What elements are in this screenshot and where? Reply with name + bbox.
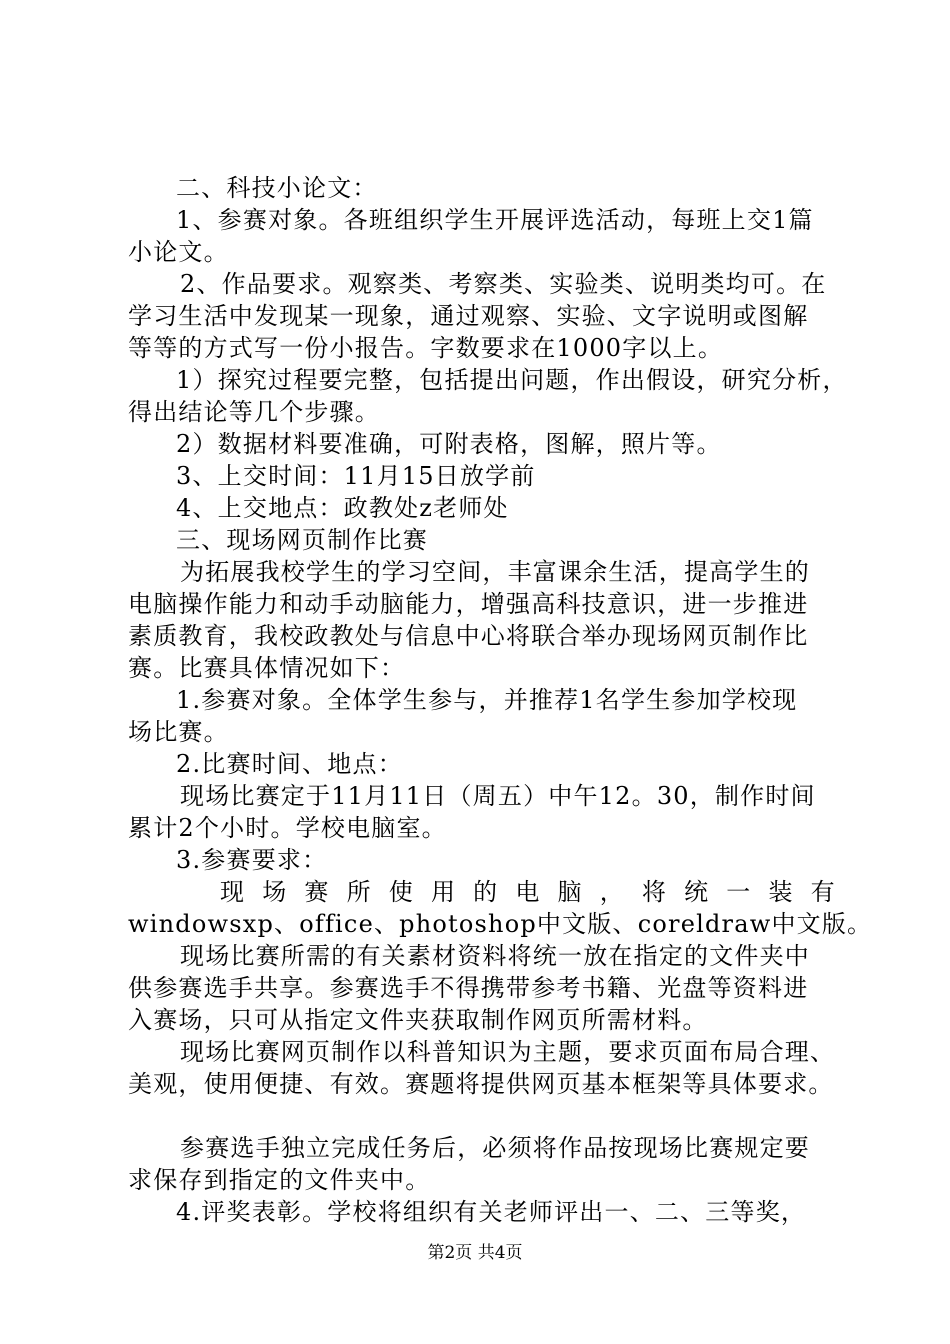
char: 赛 (304, 878, 330, 906)
paragraph-line: 参赛选手独立完成任务后，必须将作品按现场比赛规定要 (180, 1134, 810, 1162)
paragraph-line: 现场比赛所需的有关素材资料将统一放在指定的文件夹中 (180, 942, 810, 970)
paragraph-line: 3.参赛要求： (176, 846, 328, 874)
paragraph-line: 为拓展我校学生的学习空间，丰富课余生活，提高学生的 (180, 558, 810, 586)
char: 脑 (557, 878, 583, 906)
paragraph-line: 2）数据材料要准确，可附表格，图解，照片等。 (176, 430, 722, 458)
char: 统 (684, 878, 710, 906)
char: 的 (473, 878, 499, 906)
paragraph-line: 电脑操作能力和动手动脑能力，增强高科技意识，进一步推进 (128, 590, 809, 618)
page-footer: 第2页 共4页 (427, 1243, 523, 1263)
char: 使 (388, 878, 414, 906)
blank-line (128, 1100, 836, 1132)
char: 将 (641, 878, 668, 906)
char: 场 (262, 878, 288, 906)
char: 用 (430, 878, 457, 906)
justified-line (128, 876, 836, 908)
paragraph-line: 学习生活中发现某一现象，通过观察、实验、文字说明或图解 (128, 302, 809, 330)
paragraph-line: 素质教育，我校政教处与信息中心将联合举办现场网页制作比 (128, 622, 809, 650)
section-heading: 二、科技小论文： (176, 174, 378, 202)
paragraph-line: 2.比赛时间、地点： (176, 750, 403, 778)
char: 现 (220, 878, 246, 906)
paragraph-line: 等等的方式写一份小报告。字数要求在1000字以上。 (128, 334, 724, 362)
paragraph-line: 得出结论等几个步骤。 (128, 398, 380, 426)
paragraph-line: 入赛场，只可从指定文件夹获取制作网页所需材料。 (128, 1006, 708, 1034)
paragraph-line: 1、参赛对象。各班组织学生开展评选活动，每班上交1篇 (176, 206, 814, 234)
paragraph-line: 2、作品要求。观察类、考察类、实验类、说明类均可。在 (180, 270, 827, 298)
paragraph-line: 1.参赛对象。全体学生参与，并推荐1名学生参加学校现 (176, 686, 798, 714)
paragraph-line: 现场比赛定于11月11日（周五）中午12。30，制作时间 (180, 782, 816, 810)
char: 所 (346, 878, 372, 906)
paragraph-line: 1）探究过程要完整，包括提出问题，作出假设，研究分析， (176, 366, 848, 394)
paragraph-line: 求保存到指定的文件夹中。 (128, 1166, 431, 1194)
paragraph-line: 现场比赛网页制作以科普知识为主题，要求页面布局合理、 (180, 1038, 836, 1066)
paragraph-line: 小论文。 (128, 238, 229, 266)
paragraph-line: 3、上交时间：11月15日放学前 (176, 462, 536, 490)
section-heading: 三、现场网页制作比赛 (176, 526, 428, 554)
paragraph-line: windowsxp、office、photoshop中文版、coreldraw中文版。 (128, 910, 873, 938)
paragraph-line: 4.评奖表彰。学校将组织有关老师评出一、二、三等奖， (176, 1198, 807, 1226)
char: 装 (768, 878, 794, 906)
paragraph-line: 赛。比赛具体情况如下： (128, 654, 406, 682)
paragraph-line: 场比赛。 (128, 718, 229, 746)
char: 电 (515, 878, 541, 906)
char: 有 (810, 878, 836, 906)
paragraph-line: 4、上交地点：政教处z老师处 (176, 494, 509, 522)
paragraph-line: 供参赛选手共享。参赛选手不得携带参考书籍、光盘等资料进 (128, 974, 809, 1002)
paragraph-line: 美观，使用便捷、有效。赛题将提供网页基本框架等具体要求。 (128, 1070, 834, 1098)
document-body (128, 172, 873, 1228)
char: ， (599, 878, 625, 906)
paragraph-line: 累计2个小时。学校电脑室。 (128, 814, 447, 842)
char: 一 (726, 878, 752, 906)
